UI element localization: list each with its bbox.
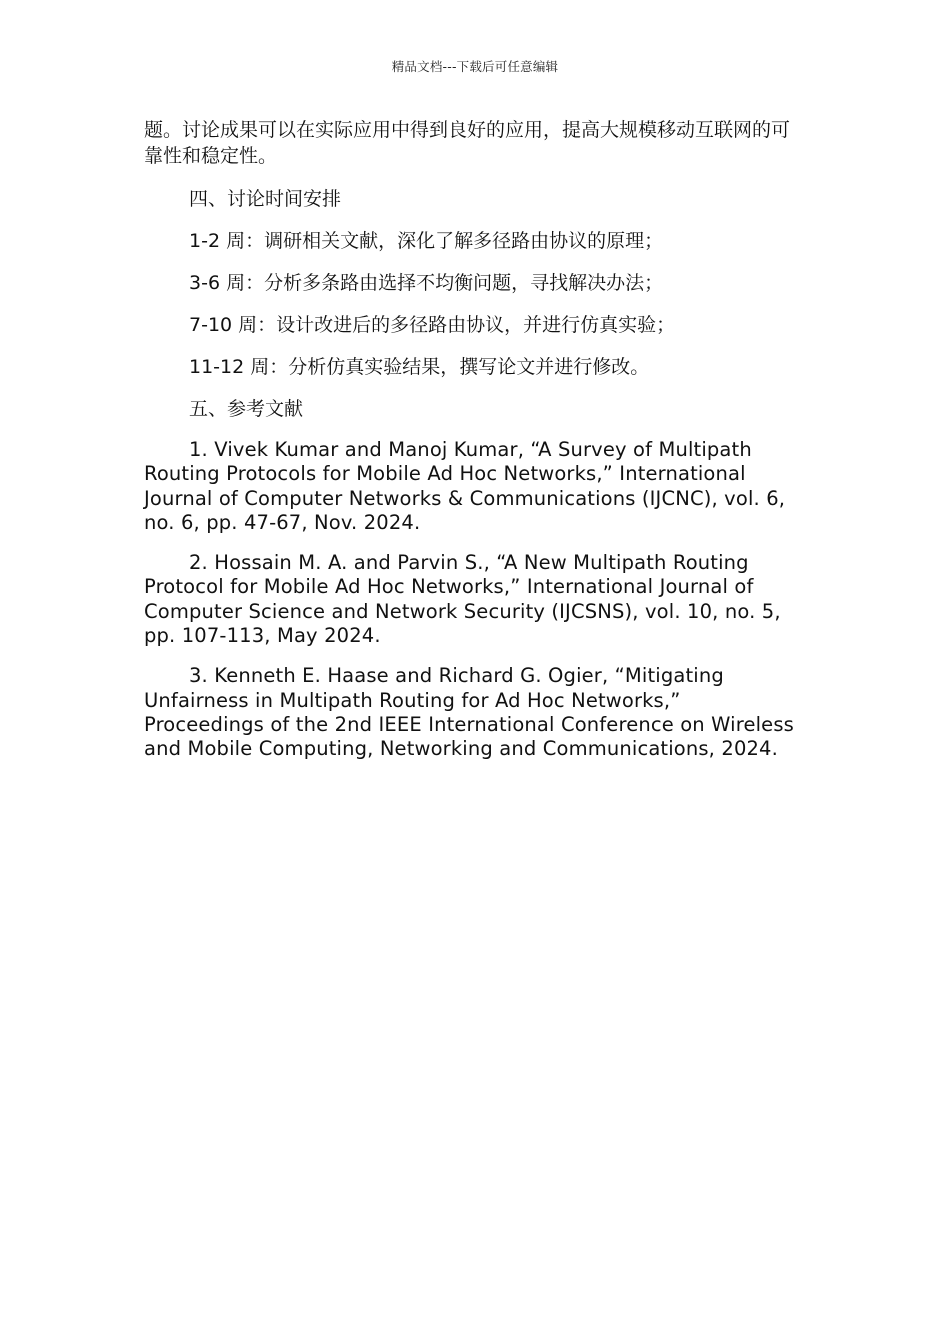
schedule-item: 11-12 周：分析仿真实验结果，撰写论文并进行修改。 bbox=[189, 356, 650, 378]
document-body bbox=[144, 117, 804, 778]
schedule-item: 7-10 周：设计改进后的多径路由协议，并进行仿真实验； bbox=[189, 314, 676, 336]
reference-item: 2. Hossain M. A. and Parvin S., “A New Multipath Routing Protocol for Mobile Ad Hoc Networks,” International Journal of Computer Science and Network Security (IJCSNS), vol. 10, no. 5, pp. 107-113, May 2024. bbox=[144, 551, 781, 648]
section-heading-references: 五、参考文献 bbox=[189, 398, 304, 420]
reference-item: 1. Vivek Kumar and Manoj Kumar, “A Survey of Multipath Routing Protocols for Mobile Ad Hoc Networks,” International Journal of Computer Networks & Communications (IJCNC), vol. 6, no. 6, pp. 47-67, Nov. 2024. bbox=[144, 438, 786, 534]
schedule-item: 3-6 周：分析多条路由选择不均衡问题，寻找解决办法； bbox=[189, 272, 664, 294]
intro-continuation-paragraph: 题。讨论成果可以在实际应用中得到良好的应用，提高大规模移动互联网的可靠性和稳定性。 bbox=[144, 119, 791, 167]
page-header: 精品文档---下载后可任意编辑 bbox=[391, 59, 559, 74]
reference-item: 3. Kenneth E. Haase and Richard G. Ogier, “Mitigating Unfairness in Multipath Routing for Ad Hoc Networks,” Proceedings of the 2nd IEEE International Conference on Wireless and Mobile Computing, Networking and Communications, 2024. bbox=[144, 664, 794, 761]
schedule-item: 1-2 周：调研相关文献，深化了解多径路由协议的原理； bbox=[189, 230, 664, 252]
section-heading-schedule: 四、讨论时间安排 bbox=[189, 188, 342, 210]
